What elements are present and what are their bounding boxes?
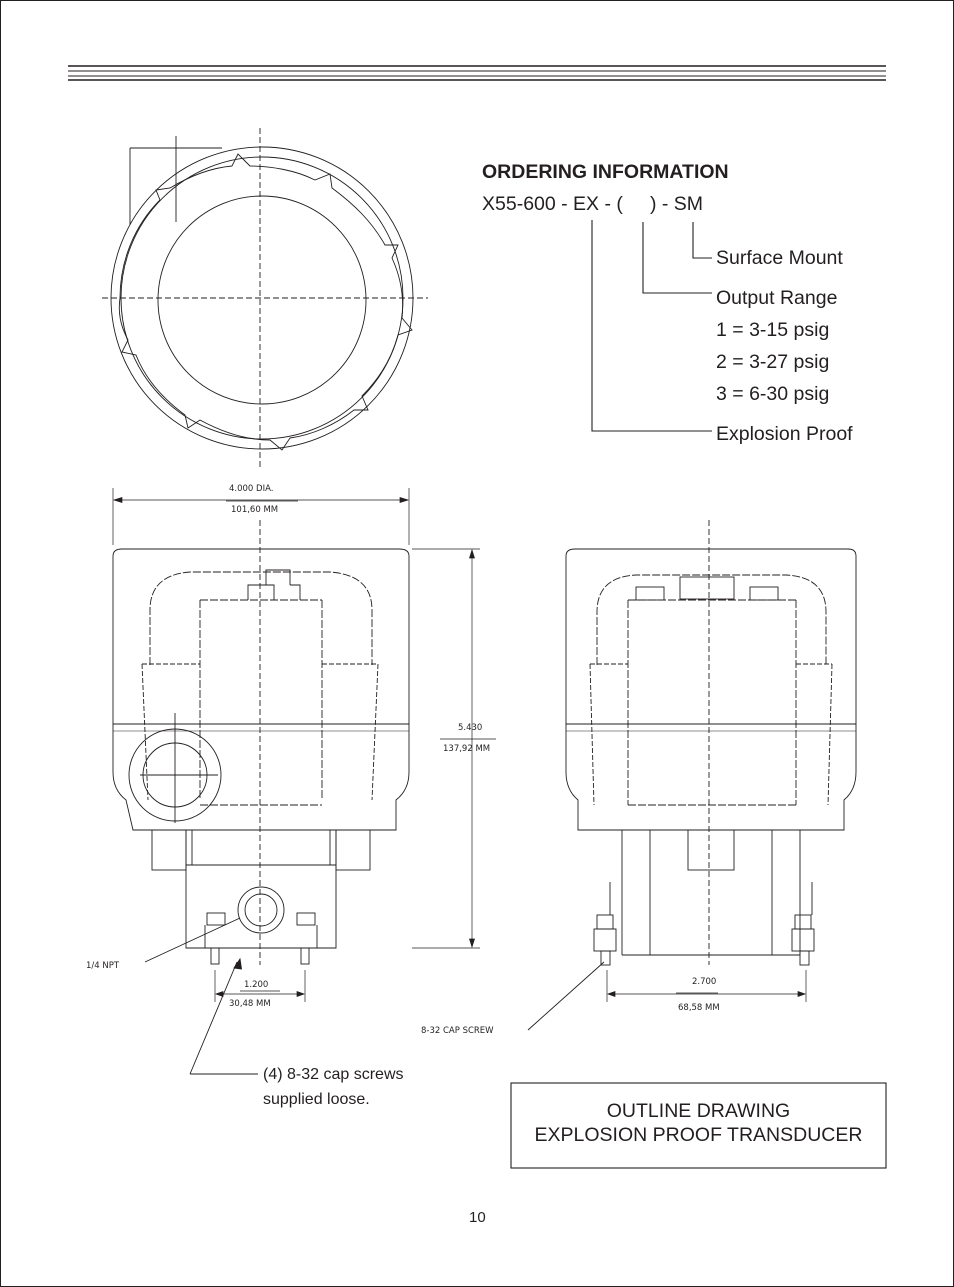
range-option-3: 3 = 6-30 psig bbox=[716, 383, 830, 405]
range-option-1: 1 = 3-15 psig bbox=[716, 319, 830, 341]
dim-diameter-mm: 101,60 MM bbox=[231, 505, 279, 515]
callout-leaders bbox=[145, 918, 604, 1074]
npt-callout: 1/4 NPT bbox=[86, 961, 120, 971]
dim-height-mm: 137,92 MM bbox=[443, 744, 491, 754]
note-line-2: supplied loose. bbox=[263, 1091, 370, 1108]
dim-diameter-in: 4.000 DIA. bbox=[229, 484, 274, 494]
option-surface-mount: Surface Mount bbox=[716, 247, 843, 269]
header-rule bbox=[68, 66, 886, 80]
dim-base-width-in: 2.700 bbox=[692, 977, 717, 987]
dim-base-width-mm: 68,58 MM bbox=[678, 1003, 720, 1013]
page-border bbox=[1, 1, 954, 1287]
title-block-line-2: EXPLOSION PROOF TRANSDUCER bbox=[534, 1124, 863, 1146]
note-line-1: (4) 8-32 cap screws bbox=[263, 1066, 404, 1083]
front-view bbox=[566, 520, 856, 965]
top-view bbox=[102, 128, 428, 468]
title-block-line-1: OUTLINE DRAWING bbox=[606, 1100, 791, 1122]
model-code: X55-600 - EX - ( ) - SM bbox=[482, 193, 704, 215]
dim-height-in: 5.430 bbox=[458, 723, 483, 733]
dim-screw-spacing-in: 1.200 bbox=[244, 980, 269, 990]
side-view bbox=[113, 520, 409, 965]
ordering-leaders bbox=[592, 220, 712, 431]
page-number: 10 bbox=[469, 1209, 486, 1226]
ordering-title: ORDERING INFORMATION bbox=[482, 161, 729, 183]
option-explosion-proof: Explosion Proof bbox=[716, 423, 853, 445]
dim-screw-spacing-mm: 30,48 MM bbox=[229, 999, 271, 1009]
cap-screw-callout: 8-32 CAP SCREW bbox=[421, 1026, 494, 1036]
option-output-range: Output Range bbox=[716, 287, 838, 309]
range-option-2: 2 = 3-27 psig bbox=[716, 351, 830, 373]
